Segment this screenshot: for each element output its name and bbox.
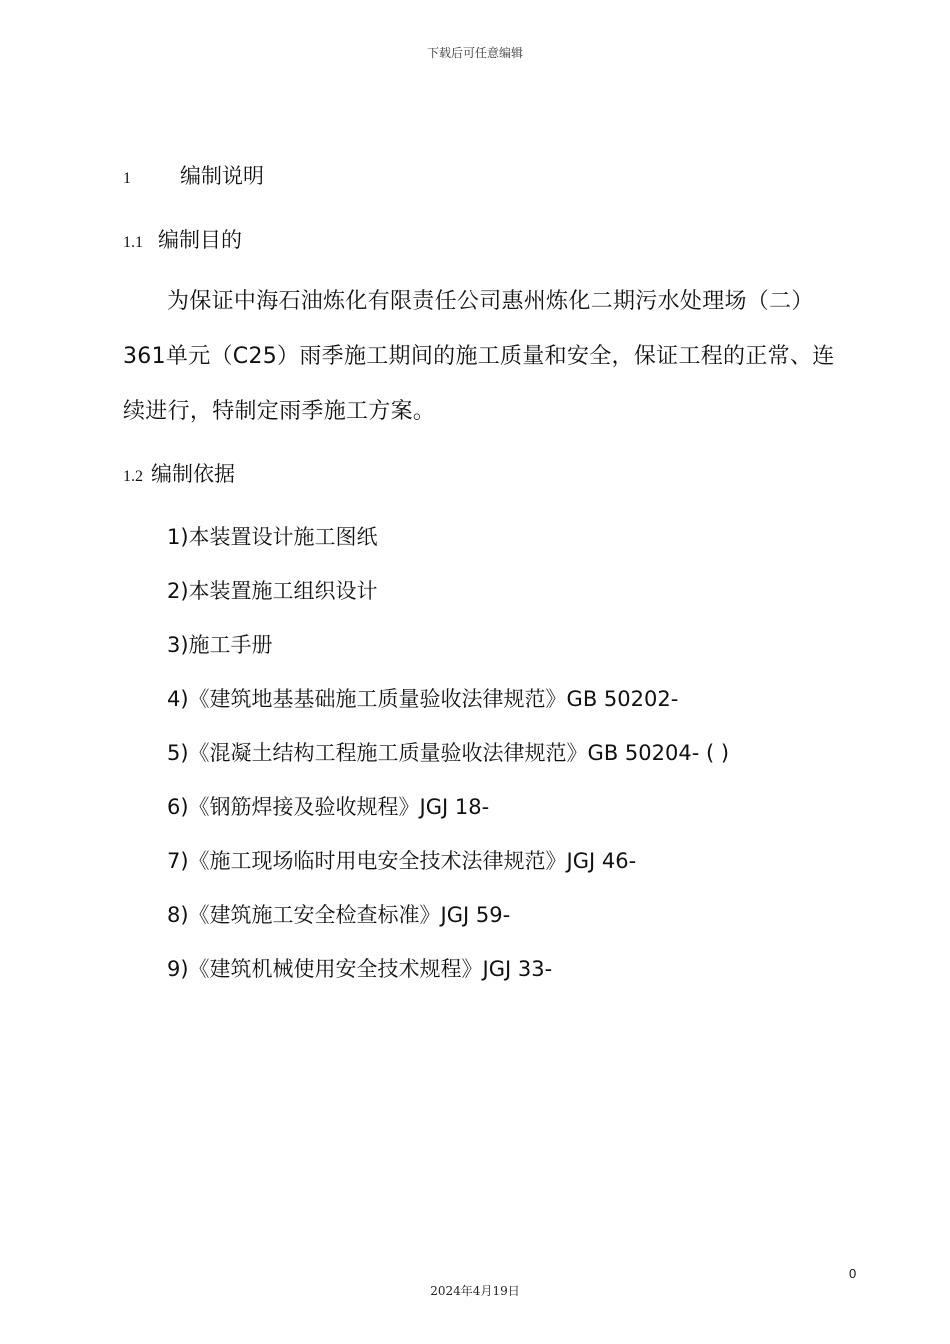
reference-item: 8)《建筑施工安全检查标准》JGJ 59- bbox=[167, 903, 511, 927]
reference-list bbox=[167, 510, 729, 996]
reference-item: 7)《施工现场临时用电安全技术法律规范》JGJ 46- bbox=[167, 849, 637, 873]
footer-date: 2024年4月19日 bbox=[430, 1284, 520, 1298]
section-heading-1-2 bbox=[123, 458, 235, 488]
reference-item: 3)施工手册 bbox=[167, 633, 273, 657]
section-number: 1.1 bbox=[123, 234, 143, 251]
section-number: 1 bbox=[123, 170, 131, 187]
section-title: 编制说明 bbox=[180, 164, 264, 188]
page-number: 0 bbox=[849, 1266, 857, 1281]
reference-item: 5)《混凝土结构工程施工质量验收法律规范》GB 50204- ( ) bbox=[167, 741, 730, 765]
section-title: 编制目的 bbox=[158, 228, 242, 252]
reference-item: 4)《建筑地基基础施工质量验收法律规范》GB 50202- bbox=[167, 687, 679, 711]
section-heading-1-1 bbox=[123, 224, 242, 254]
section-number: 1.2 bbox=[123, 468, 143, 485]
section-heading-1 bbox=[123, 160, 264, 190]
reference-item: 9)《建筑机械使用安全技术规程》JGJ 33- bbox=[167, 957, 553, 981]
reference-item: 1)本装置设计施工图纸 bbox=[167, 525, 378, 549]
reference-item: 2)本装置施工组织设计 bbox=[167, 579, 378, 603]
reference-item: 6)《钢筋焊接及验收规程》JGJ 18- bbox=[167, 795, 490, 819]
purpose-paragraph: 为保证中海石油炼化有限责任公司惠州炼化二期污水处理场（二）361单元（C25）雨季施工期间的施工质量和安全，保证工程的正常、连续进行，特制定雨季施工方案。 bbox=[123, 289, 835, 424]
page-header: 下载后可任意编辑 bbox=[426, 46, 523, 60]
section-title: 编制依据 bbox=[151, 462, 235, 486]
